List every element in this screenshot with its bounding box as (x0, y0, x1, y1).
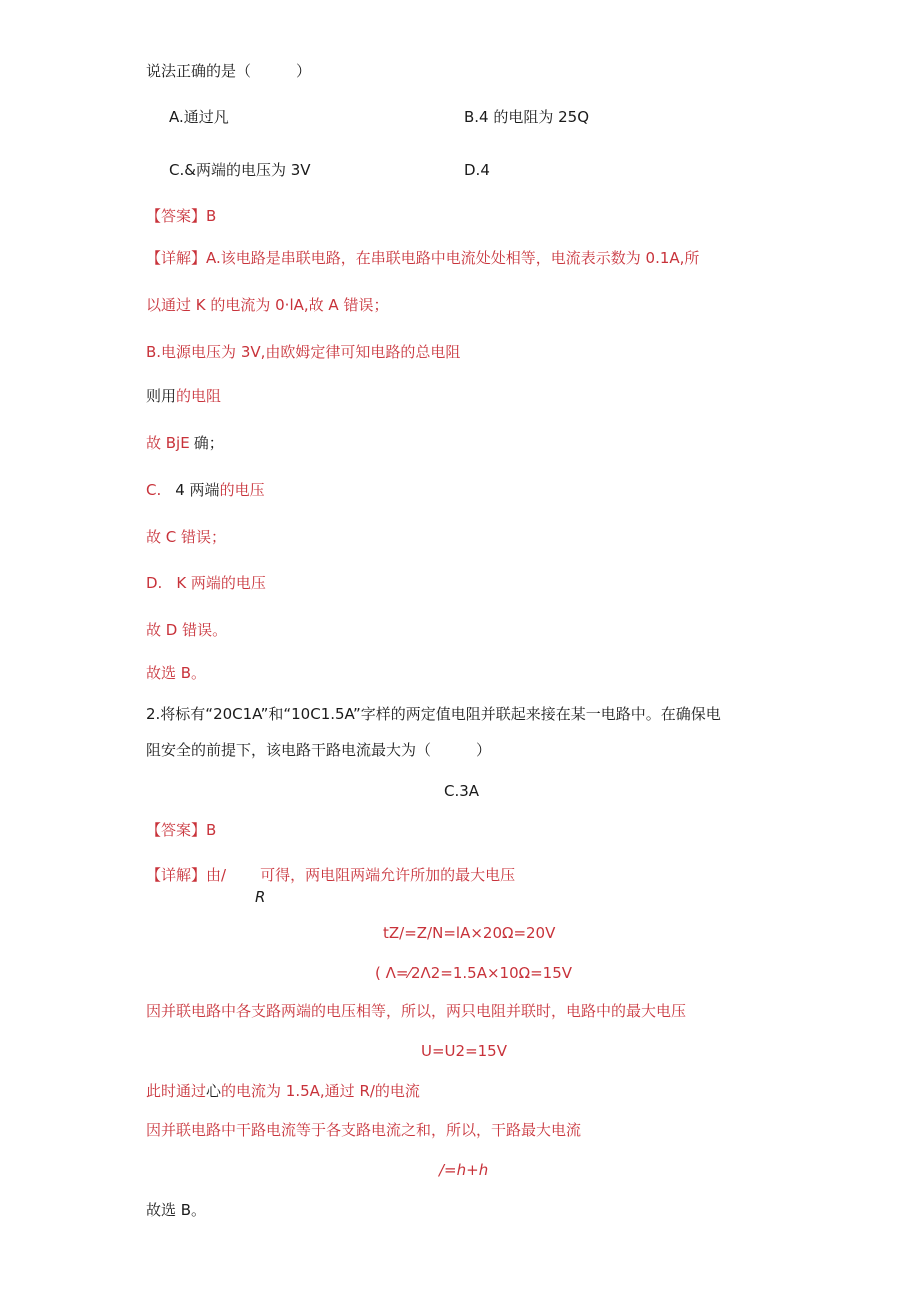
q2-current-line (146, 1081, 420, 1101)
detail-prefix: 【详解】 (146, 249, 207, 267)
q1-detail-d-line1 (146, 573, 266, 593)
q2-equation-3: U=U2=15V (421, 1042, 507, 1060)
q2-equation-2: ( Λ=⁄2Λ2=1.5A×10Ω=15V (375, 964, 573, 982)
current-part2: 心 (206, 1082, 222, 1100)
q2-detail-fraction-r: R (255, 888, 266, 906)
detail-c-label: C. (146, 481, 162, 499)
detail-b2-part1: 则用 (146, 387, 177, 405)
q2-answer: 【答案】B (146, 821, 217, 839)
current-part1: 此时通过 (146, 1082, 207, 1100)
q1-answer: 【答案】B (146, 207, 217, 225)
q2-detail-line1 (146, 865, 515, 885)
q1-option-a: A.通过凡 (169, 108, 229, 126)
detail-a-text: A.该电路是串联电路，在串联电路中电流处处相等，电流表示数为 0.1A,所 (206, 249, 700, 267)
q2-equation-4: /=h+h (439, 1161, 489, 1179)
q1-detail-b-line2 (146, 386, 221, 406)
q2-parallel-voltage: 因并联电路中各支路两端的电压相等，所以，两只电阻并联时，电路中的最大电压 (146, 1002, 687, 1020)
q1-choose: 故选 B。 (146, 664, 207, 682)
q2-sum-line: 因并联电路中干路电流等于各支路电流之和，所以，干路最大电流 (146, 1121, 582, 1139)
detail1-part1: 由/ (206, 866, 227, 884)
detail-c-part2: 4 两端 (175, 481, 220, 499)
q2-stem-line1: 2.将标有“20C1A”和“10C1.5A”字样的两定值电阻并联起来接在某一电路中。在确保电 (146, 705, 721, 723)
q1-detail-c-line1 (146, 480, 265, 500)
q1-detail-d-line2: 故 D 错误。 (146, 621, 228, 639)
q1-option-b: B.4 的电阻为 25Q (464, 108, 590, 126)
q1-detail-b-line3 (146, 433, 224, 453)
detail-prefix: 【详解】 (146, 866, 207, 884)
q2-stem-line2: 阻安全的前提下，该电路干路电流最大为（ ） (146, 741, 492, 759)
detail-b3-part1: 故 BjE (146, 434, 190, 452)
detail-d-label: D. (146, 574, 163, 592)
q1-detail-a-line2: 以通过 K 的电流为 0·lA,故 A 错误； (146, 296, 389, 314)
current-part3: 的电流为 1.5A,通过 R/的电流 (221, 1082, 420, 1100)
detail-d-part2: K 两端的电压 (176, 574, 266, 592)
detail-b2-part2: 的电阻 (176, 387, 222, 405)
q1-option-d: D.4 (464, 161, 490, 179)
q1-detail-b-line1: B.电源电压为 3V,由欧姆定律可知电路的总电阻 (146, 343, 461, 361)
detail-b3-part2: 确； (193, 434, 224, 452)
detail1-part2: 可得，两电阻两端允许所加的最大电压 (260, 866, 516, 884)
q1-stem-tail: 说法正确的是（ ） (146, 62, 312, 80)
q2-choose: 故选 B。 (146, 1201, 207, 1219)
q1-option-c: C.&两端的电压为 3V (169, 161, 311, 179)
q1-detail-a-line1 (146, 248, 699, 268)
detail-c-part3: 的电压 (219, 481, 265, 499)
q2-equation-1: tZ/=Z/N=lA×20Ω=20V (383, 924, 556, 942)
q2-option-c: C.3A (444, 782, 480, 800)
q1-detail-c-line2: 故 C 错误； (146, 528, 227, 546)
